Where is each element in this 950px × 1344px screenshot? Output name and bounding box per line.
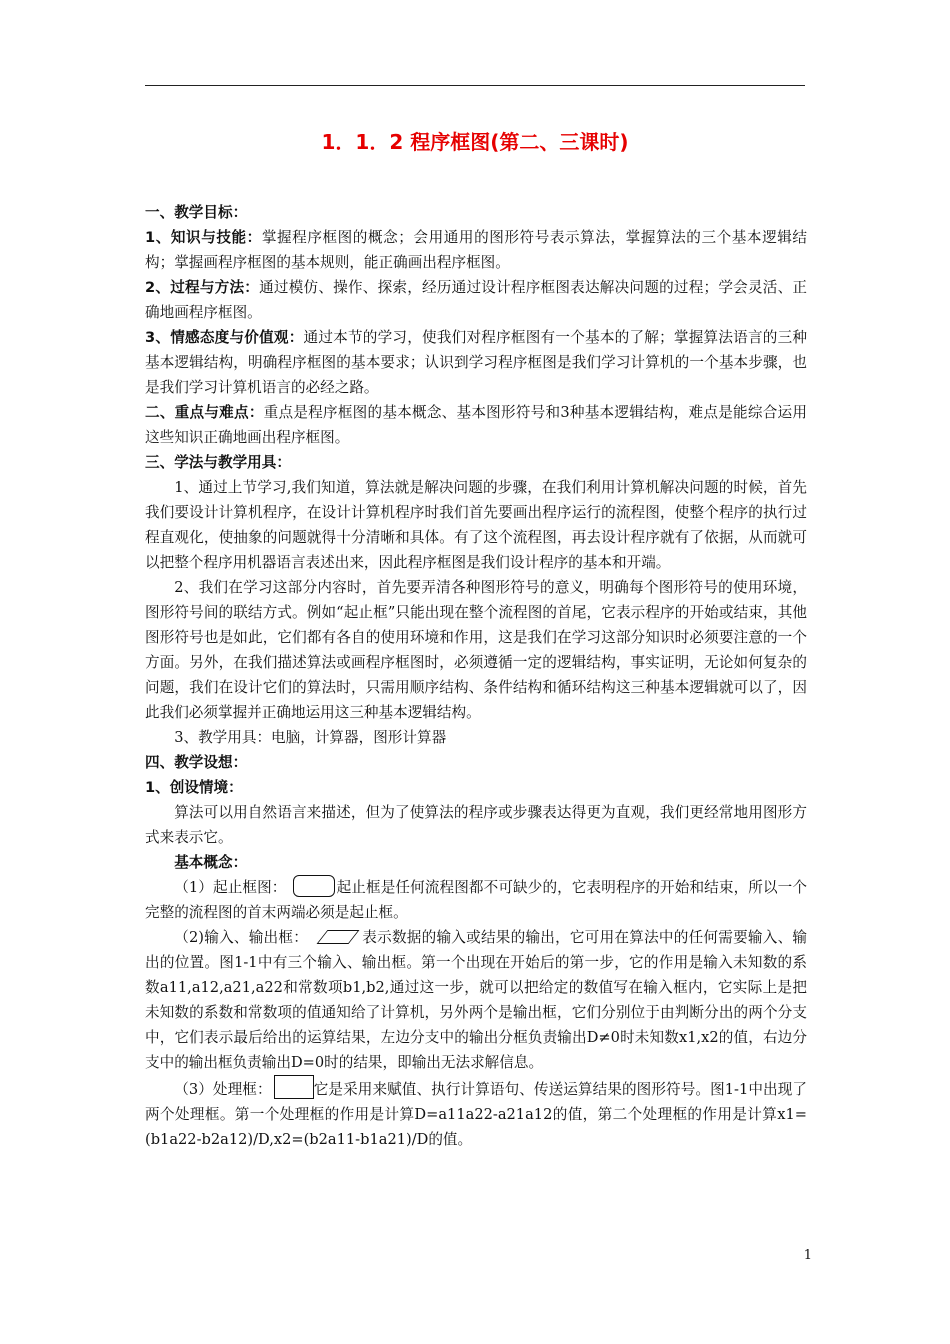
- subsection-heading-scenario: 1、创设情境：: [145, 779, 243, 796]
- methods-paragraph-3: 3、教学用具：电脑，计算器，图形计算器: [174, 729, 447, 746]
- basic-concepts-heading: 基本概念：: [174, 854, 248, 871]
- parallelogram-icon: [317, 930, 360, 944]
- scenario-intro: 算法可以用自然语言来描述，但为了使算法的程序或步骤表达得更为直观，我们更经常地用图形方式来表示它。: [145, 804, 807, 846]
- page-title: 1．1．2 程序框图(第二、三课时): [321, 130, 629, 154]
- section-keypoints: 二、重点与难点：重点是程序框图的基本概念、基本图形符号和3种基本逻辑结构，难点是能综合运用这些知识正确地画出程序框图。: [145, 404, 807, 446]
- objective-process: 2、过程与方法：通过模仿、操作、探索，经历通过设计程序框图表达解决问题的过程；学会灵活、正确地画程序框图。: [145, 279, 807, 321]
- document-body: [145, 200, 807, 1152]
- header-rule: [145, 85, 805, 86]
- methods-paragraph-2: 2、我们在学习这部分内容时，首先要弄清各种图形符号的意义，明确每个图形符号的使用环境，图形符号间的联结方式。例如“起止框”只能出现在整个流程图的首尾，它表示程序的开始或结束，其他图形符号也是如此，它们都有各自的使用环境和作用，这是我们在学习这部分知识时必须要注意的一个方面。另外，在我们描述算法或画程序框图时，必须遵循一定的逻辑结构，事实证明，无论如何复杂的问题，我们在设计它们的算法时，只需用顺序结构、条件结构和循环结构这三种基本逻辑就可以了，因此我们必须掌握并正确地运用这三种基本逻辑结构。: [145, 579, 807, 721]
- section-heading-methods: 三、学法与教学用具：: [145, 454, 291, 471]
- objective-knowledge: 1、知识与技能：掌握程序框图的概念；会用通用的图形符号表示算法，掌握算法的三个基本逻辑结构；掌握画程序框图的基本规则，能正确画出程序框图。: [145, 229, 807, 271]
- start-end-box-icon: [293, 875, 335, 897]
- concept-process: （3）处理框： 它是采用来赋值、执行计算语句、传送运算结果的图形符号。图1-1中出现了两个处理框。第一个处理框的作用是计算D=a11a22-a21a12的值，第二个处理框的作用是计算x1=(b1a22-b2a12)/D,x2=(b2a11-b1a21)/D的值。: [145, 1075, 807, 1152]
- concept-input-output: （2)输入、输出框： 表示数据的输入或结果的输出，它可用在算法中的任何需要输入、输出的位置。图1-1中有三个输入、输出框。第一个出现在开始后的第一步，它的作用是输入未知数的系数a11,a12,a21,a22和常数项b1,b2,通过这一步，就可以把给定的数值写在输入框内，它实际上是把未知数的系数和常数项的值通知给了计算机，另外两个是输出框，它们分别位于由判断分出的两个分支中，它们表示最后给出的运算结果，左边分支中的输出分框负责输出D≠0时未知数x1,x2的值，右边分支中的输出框负责输出D=0时的结果，即输出无法求解信息。: [145, 929, 807, 1071]
- methods-paragraph-1: 1、通过上节学习,我们知道，算法就是解决问题的步骤，在我们利用计算机解决问题的时候，首先我们要设计计算机程序，在设计计算机程序时我们首先要画出程序运行的流程图，使整个程序的执行过程直观化，使抽象的问题就得十分清晰和具体。有了这个流程图，再去设计程序就有了依据，从而就可以把整个程序用机器语言表述出来，因此程序框图是我们设计程序的基本和开端。: [145, 479, 807, 571]
- section-heading-design: 四、教学设想：: [145, 754, 248, 771]
- section-heading-objectives: 一、教学目标：: [145, 204, 248, 221]
- concept-start-end: （1）起止框图： 起止框是任何流程图都不可缺少的，它表明程序的开始和结束，所以一个完整的流程图的首末两端必须是起止框。: [145, 875, 807, 925]
- page-number: 1: [803, 1248, 812, 1263]
- rectangle-icon: [274, 1075, 314, 1099]
- objective-attitude: 3、情感态度与价值观：通过本节的学习，使我们对程序框图有一个基本的了解；掌握算法语言的三种基本逻辑结构，明确程序框图的基本要求；认识到学习程序框图是我们学习计算机的一个基本步骤，也是我们学习计算机语言的必经之路。: [145, 329, 807, 396]
